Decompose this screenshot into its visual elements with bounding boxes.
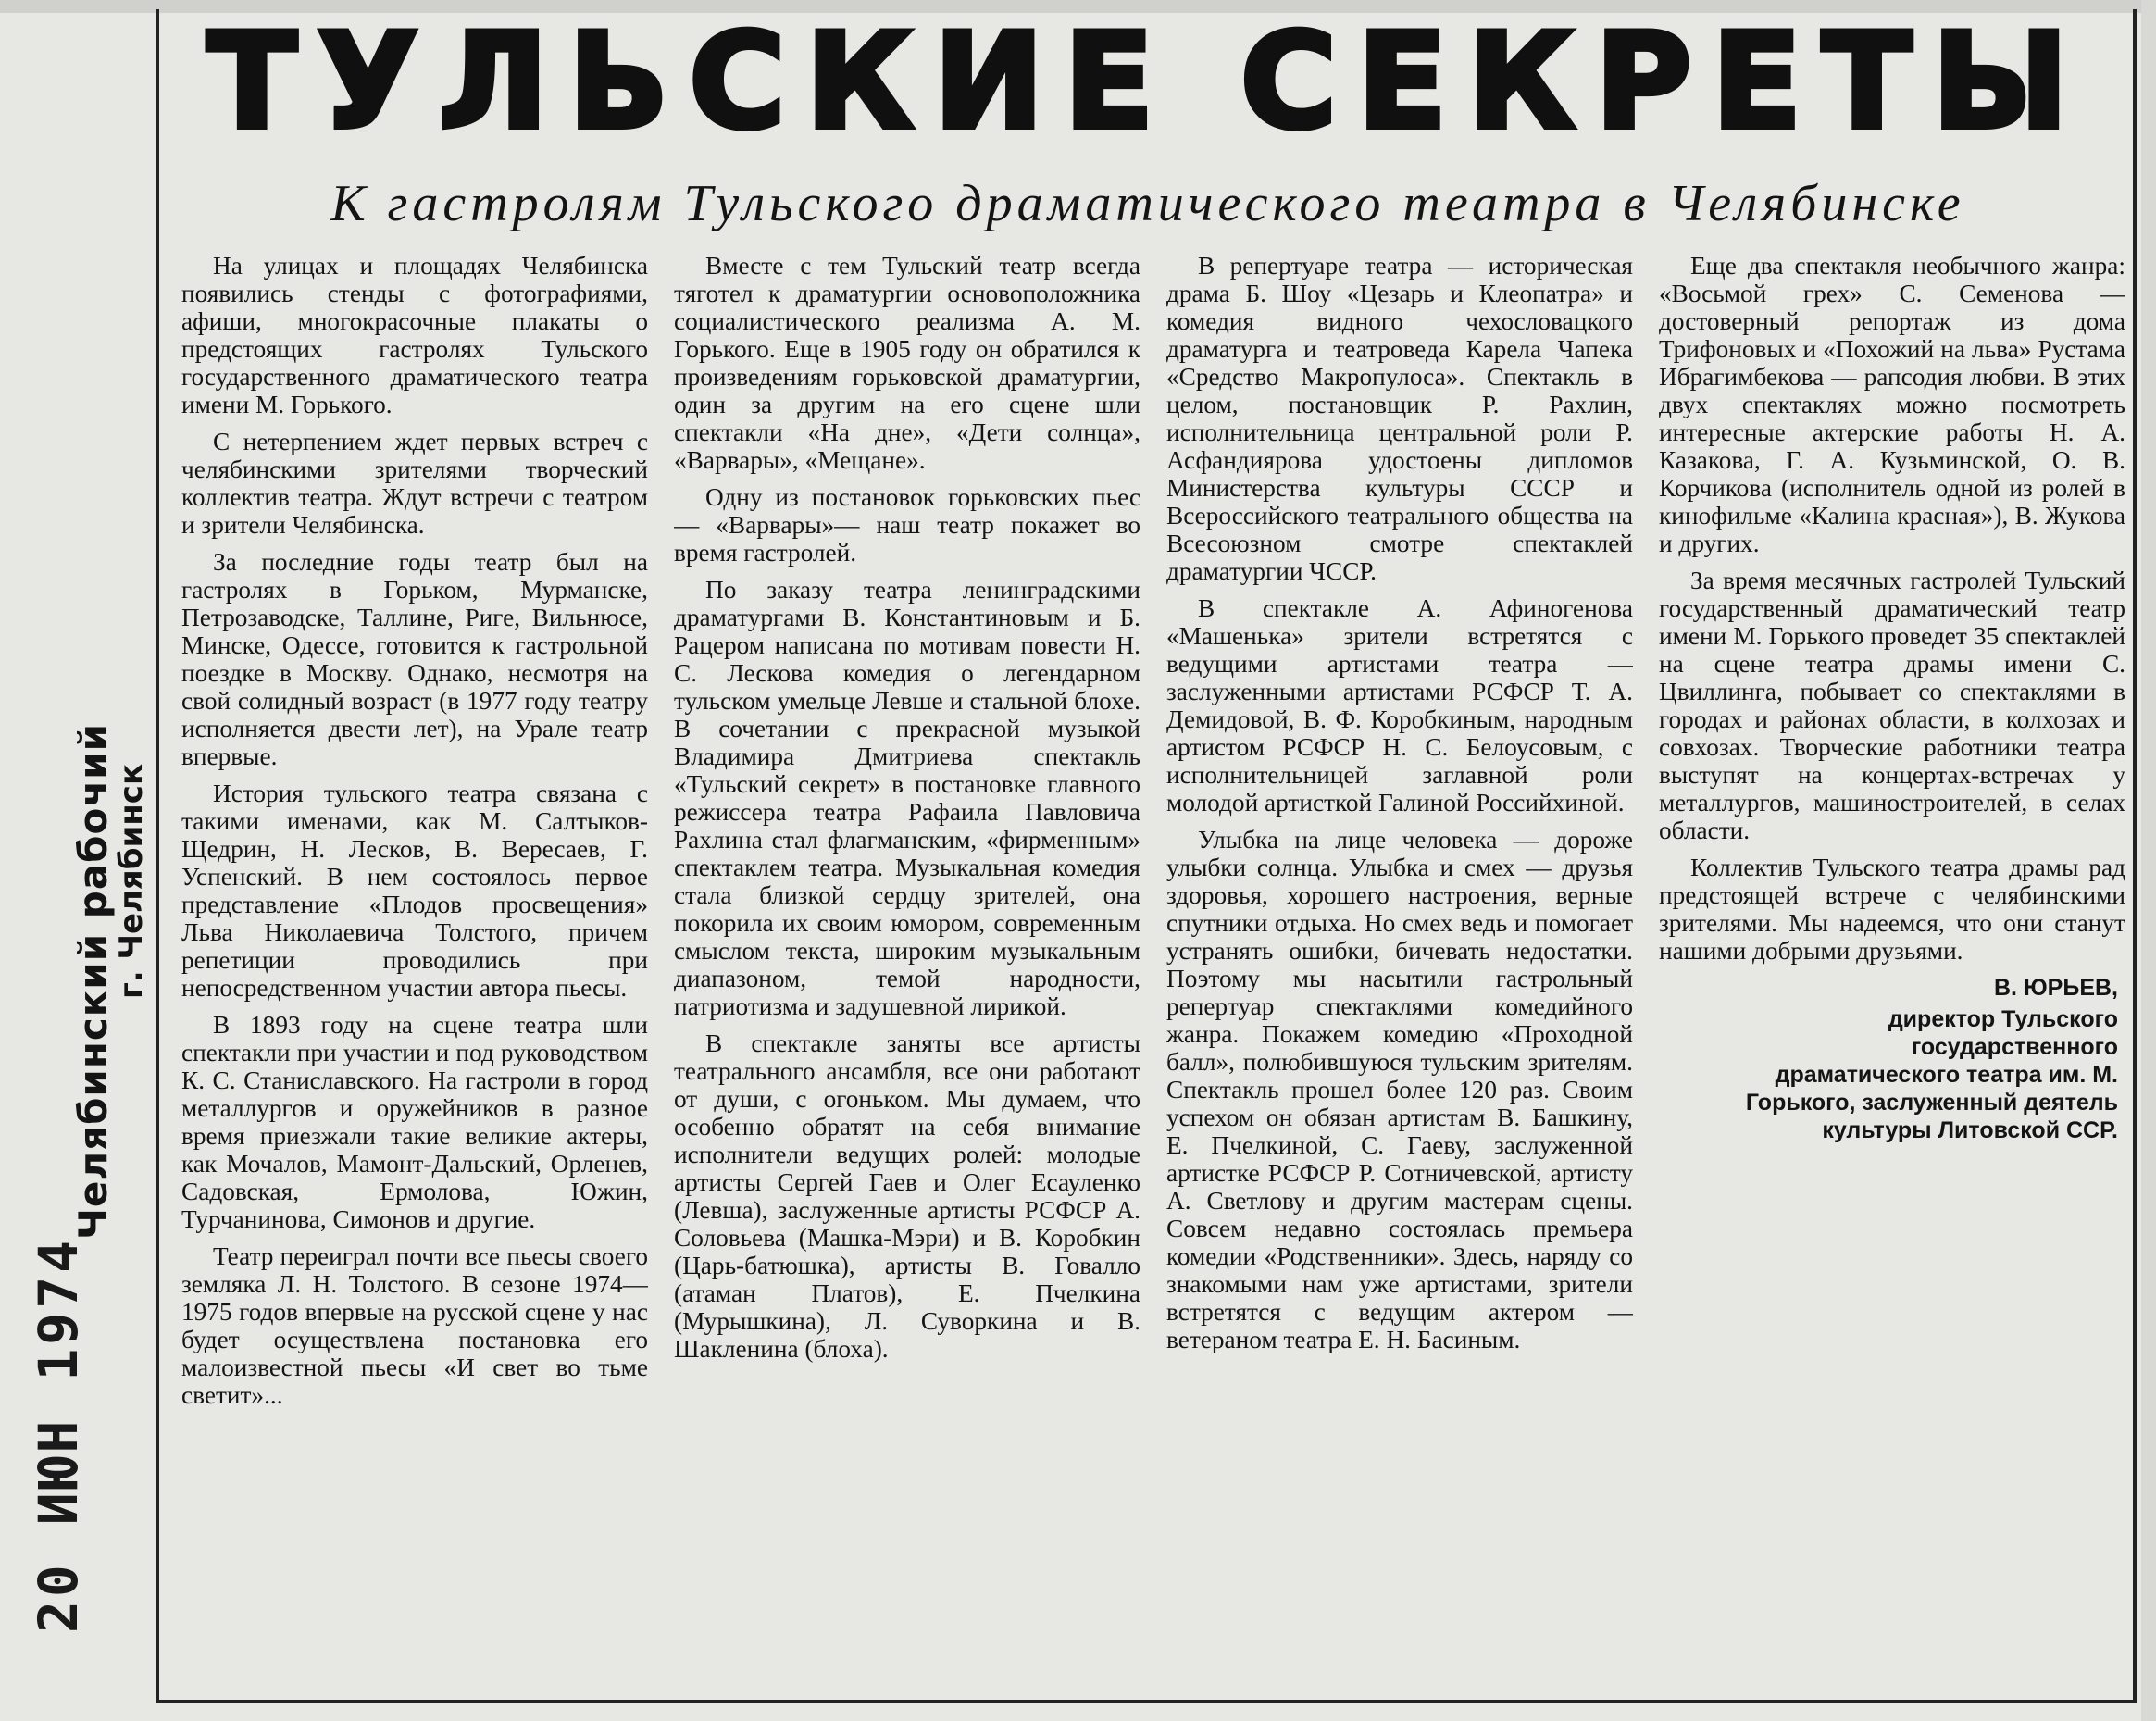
paragraph: Коллектив Тульского театра драмы рад предстоящей встрече с челябинскими зрителями. Мы надеемся, что они станут нашими добрыми друзьями.: [1659, 854, 2125, 965]
signature-name: В. ЮРЬЕВ,: [1993, 975, 2118, 1001]
stamp-city: г. Челябинск: [113, 763, 151, 1000]
scan-edge-right: [2141, 0, 2156, 1721]
paragraph: По заказу театра ленинградскими драматургами В. Константиновым и Б. Рацером написана по мотивам повести Н. С. Лескова комедия о легендарном тульском умельце Левше и стальной блохе. В сочетании с прекрасной музыкой Владимира Дмитриева спектакль «Тульский секрет» в постановке главного режиссера театра Рафаила Павловича Рахлина стал флагманским, «фирменным» спектаклем театра. Музыкальная комедия стала близкой сердцу зрителей, она покорила их своим юмором, современным смыслом текста, широким музыкальным диапазоном, темой народности, патриотизма и задушевной лирикой.: [674, 576, 1140, 1020]
stamp-text: [72, 723, 150, 1240]
paragraph: В спектакле А. Афиногенова «Машенька» зрители встретятся с ведущими артистами театра — заслуженными артистами РСФСР Т. А. Демидовой, В. Ф. Коробкиным, народным артистом РСФСР Н. С. Белоусовым, с исполнительницей заглавной роли молодой артисткой Галиной Российхиной.: [1166, 594, 1633, 817]
paragraph: В 1893 году на сцене театра шли спектакли при участии и под руководством К. С. Станиславского. На гастроли в город металлургов и оружейников в разное время приезжали такие великие актеры, как Мочалов, Мамонт-Дальский, Орленев, Садовская, Ермолова, Южин, Турчанинова, Симонов и другие.: [181, 1011, 648, 1233]
article-subtitle: К гастролям Тульского драматического театра в Челябинске: [330, 175, 1965, 232]
date-stamp: [17, 1203, 100, 1666]
article-headline: ТУЛЬСКИЕ СЕКРЕТЫ: [206, 6, 2089, 158]
paragraph: Улыбка на лице человека — дороже улыбки солнца. Улыбка и смех — друзья здоровья, хорошего настроения, верные спутники отдыха. Но смех ведь и помогает устранять ошибки, бичевать недостатки. Поэтому мы насытили гастрольный репертуар спектаклями комедийного жанра. Покажем комедию «Проходной балл», полюбившуюся тульским зрителям. Спектакль прошел более 120 раз. Своим успехом он обязан артистам В. Башкину, Е. Пчелкиной, С. Гаеву, заслуженной артистке РСФСР Р. Сотничевской, артисту А. Светлову и другим мастерам сцены. Совсем недавно состоялась премьера комедии «Родственники». Здесь, наряду со знакомыми нам уже артистами, зрители встретятся с ведущим актером — ветераном театра Е. Н. Басиным.: [1166, 826, 1633, 1353]
article-body: [181, 252, 2125, 1696]
newspaper-article: [156, 6, 2137, 1703]
paragraph: В спектакле заняты все артисты театрального ансамбля, все они работают от души, с огоньком. Мы думаем, что особенно обратят на себя внимание исполнители ведущих ролей: молодые артисты Сергей Гаев и Олег Есауленко (Левша), заслуженные артисты РСФСР А. Соловьева (Машка-Мэри) и В. Коробкин (Царь-батюшка), артисты В. Говалло (атаман Платов), Е. Пчелкина (Мурышкина), Л. Суворкина и В. Шакленина (блоха).: [674, 1029, 1140, 1363]
stamp-paper-name: Челябинский рабочий: [70, 722, 117, 1241]
paragraph: Еще два спектакля необычного жанра: «Восьмой грех» С. Семенова — достоверный репортаж из дома Трифоновых и «Похожий на льва» Рустама Ибрагимбекова — рапсодия любви. В этих двух спектаклях можно посмотреть интересные актерские работы Н. А. Казакова, Г. А. Кузьминской, О. В. Корчикова (исполнитель одной из ролей в кинофильме «Калина красная»), В. Жукова и других.: [1659, 252, 2125, 557]
article-column-3: [1166, 252, 1633, 1696]
date-stamp-text: 20 ИЮН 1974: [27, 1236, 90, 1634]
paragraph: Театр переиграл почти все пьесы своего земляка Л. Н. Толстого. В сезоне 1974—1975 годов впервые на русской сцене у нас будет осуществлена постановка его малоизвестной пьесы «И свет во тьме светит»...: [181, 1242, 648, 1409]
paragraph: На улицах и площадях Челябинска появились стенды с фотографиями, афиши, многокрасочные плакаты о предстоящих гастролях Тульского государственного драматического театра имени М. Горького.: [181, 252, 648, 418]
paragraph: За время месячных гастролей Тульский государственный драматический театр имени М. Горького проведет 35 спектаклей на сцене театра драмы имени С. Цвиллинга, побывает со спектаклями в городах и районах области, в колхозах и совхозах. Творческие работники театра выступят на концертах-встречах у металлургов, машиностроителей, в селах области.: [1659, 567, 2125, 844]
signature-title: директор Тульского государственного драматического театра им. М. Горького, заслуженный деятель культуры Литовской ССР.: [1745, 1006, 2118, 1143]
article-column-4: [1659, 252, 2125, 1696]
paragraph: Одну из постановок горьковских пьес — «Варвары»— наш театр покажет во время гастролей.: [674, 483, 1140, 567]
article-column-1: [181, 252, 648, 1696]
paragraph: С нетерпением ждет первых встреч с челябинскими зрителями творческий коллектив театра. Ждут встречи с театром и зрители Челябинска.: [181, 428, 648, 539]
article-column-2: [674, 252, 1140, 1696]
paragraph: В репертуаре театра — историческая драма Б. Шоу «Цезарь и Клеопатра» и комедия видного чехословацкого драматурга и театроведа Карела Чапека «Средство Макропулоса». Спектакль в целом, постановщик Р. Рахлин, исполнительница центральной роли Р. Асфандиярова удостоены дипломов Министерства культуры СССР и Всероссийского театрального общества на Всесоюзном смотре спектаклей драматургии ЧССР.: [1166, 252, 1633, 585]
paragraph: История тульского театра связана с такими именами, как М. Салтыков-Щедрин, Н. Лесков, В. Вересаев, Г. Успенский. В нем состоялось первое представление «Плодов просвещения» Льва Николаевича Толстого, причем репетиции проводились при непосредственном участии автора пьесы.: [181, 779, 648, 1002]
paragraph: За последние годы театр был на гастролях в Горьком, Мурманске, Петрозаводске, Таллине, Риге, Вильнюсе, Минске, Одессе, готовится к гастрольной поездке в Москву. Однако, несмотря на свой солидный возраст (в 1977 году театру исполняется двести лет), на Урале театр впервые.: [181, 548, 648, 770]
paragraph: Вместе с тем Тульский театр всегда тяготел к драматургии основоположника социалистического реализма А. М. Горького. Еще в 1905 году он обратился к произведениям горьковской драматургии, один за другим на его сцене шли спектакли «На дне», «Дети солнца», «Варвары», «Мещане».: [674, 252, 1140, 474]
